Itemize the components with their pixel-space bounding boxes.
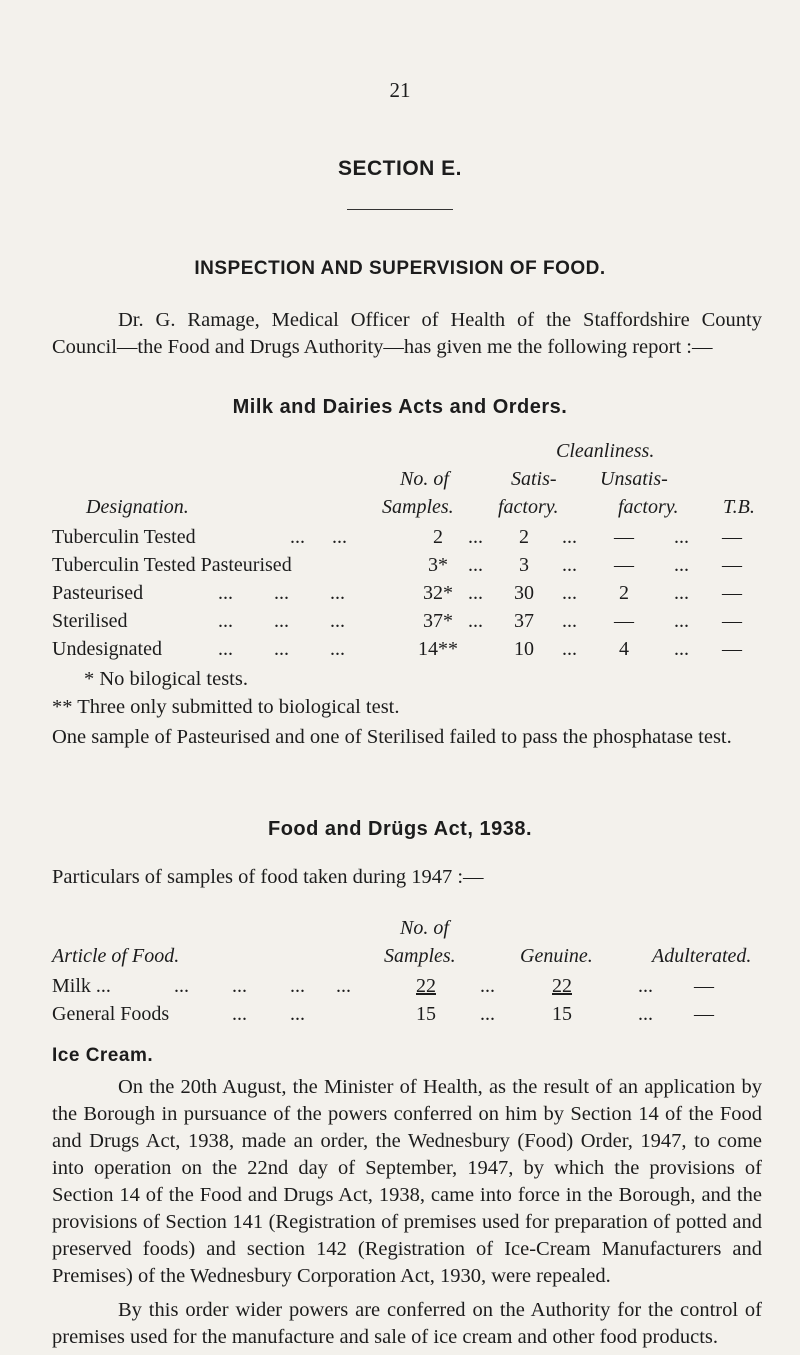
unsatisfactory: — (614, 554, 634, 576)
samples: 37* (423, 610, 453, 632)
footnote-double-star: ** Three only submitted to biological test. (52, 696, 400, 718)
tb: — (722, 638, 742, 660)
ice-cream-paragraph-2: By this order wider powers are conferred on the Authority for the control of premises used for the manufacture and sale of ice cream and other food products. (52, 1299, 762, 1348)
header-samples: Samples. (384, 945, 456, 967)
samples: 3* (428, 554, 448, 576)
header-adulterated: Adulterated. (652, 945, 752, 967)
adulterated: — (694, 1003, 714, 1025)
header-samples: Samples. (382, 496, 454, 518)
satisfactory: 2 (519, 526, 529, 548)
tb: — (722, 582, 742, 604)
designation: Undesignated (52, 638, 162, 660)
samples: 15 (416, 1003, 436, 1025)
main-heading: INSPECTION AND SUPERVISION OF FOOD. (194, 258, 606, 279)
header-unsatis-1: Unsatis- (600, 468, 668, 490)
milk-row: Undesignated ... ... ... 14** 10 ... 4 ... — (52, 638, 772, 666)
title-divider (347, 209, 453, 210)
designation: Pasteurised (52, 582, 144, 604)
designation: Tuberculin Tested Pasteurised (52, 554, 292, 576)
milk-row: Tuberculin Tested ... ... 2 ... 2 ... — ... — (52, 526, 772, 554)
header-unsatis-2: factory. (618, 496, 679, 518)
unsatisfactory: — (614, 610, 634, 632)
unsatisfactory: 4 (619, 638, 629, 660)
genuine: 15 (552, 1003, 572, 1025)
food-row: General Foods ... ... 15 ... 15 ... — (52, 1003, 772, 1031)
header-satis-1: Satis- (511, 468, 557, 490)
milk-section-heading: Milk and Dairies Acts and Orders. (232, 396, 568, 418)
header-tb: T.B. (723, 496, 755, 518)
page-number: 21 (389, 78, 411, 102)
article: General Foods (52, 1003, 170, 1025)
designation: Tuberculin Tested (52, 526, 196, 548)
intro-paragraph: Dr. G. Ramage, Medical Officer of Health of the Staffordshire County Council—the Food and Drugs Authority—has given me the following report :— (52, 309, 762, 358)
footnote-single-star: * No bilogical tests. (84, 668, 248, 690)
adulterated: — (694, 975, 714, 997)
milk-row: Tuberculin Tested Pasteurised 3* ... 3 ... — ... — (52, 554, 772, 582)
food-row: Milk ... ... ... ... ... 22 ... 22 ... — (52, 975, 772, 1003)
satisfactory: 10 (514, 638, 534, 660)
genuine: 22 (552, 975, 572, 997)
satisfactory: 3 (519, 554, 529, 576)
milk-row: Sterilised ... ... ... 37* ... 37 ... — ... — (52, 610, 772, 638)
unsatisfactory: 2 (619, 582, 629, 604)
satisfactory: 30 (514, 582, 534, 604)
unsatisfactory: — (614, 526, 634, 548)
article: Milk ... (52, 975, 111, 997)
ice-cream-paragraph-1: On the 20th August, the Minister of Health, as the result of an application by the Borough in pursuance of the powers conferred on him by Section 14 of the Food and Drugs Act, 1938, made an order, the Wednesbury (Food) Order, 1947, to come into operation on the 22nd day of September, 1947, by which the provisions of Section 14 of the Food and Drugs Act, 1938, came into force in the Borough, and the provisions of Section 141 (Registration of premises used for preparation of potted and preserved foods) and section 142 (Registration of Ice-Cream Manufacturers and Premises) of the Wednesbury Corporation Act, 1930, were repealed. (52, 1076, 762, 1287)
food-drugs-intro: Particulars of samples of food taken during 1947 :— (52, 866, 484, 888)
tb: — (722, 610, 742, 632)
header-no-of: No. of (400, 917, 449, 939)
ice-cream-heading: Ice Cream. (52, 1045, 154, 1066)
section-title: SECTION E. (337, 157, 463, 180)
tb: — (722, 526, 742, 548)
samples: 2 (433, 526, 443, 548)
milk-row: Pasteurised ... ... ... 32* ... 30 ... 2 ... — (52, 582, 772, 610)
header-no-of: No. of (400, 468, 449, 490)
samples: 22 (416, 975, 436, 997)
tb: — (722, 554, 742, 576)
header-article: Article of Food. (52, 945, 180, 967)
food-drugs-heading: Food and Drügs Act, 1938. (267, 818, 533, 840)
samples: 14** (418, 638, 458, 660)
header-genuine: Genuine. (520, 945, 593, 967)
header-designation: Designation. (86, 496, 189, 518)
header-cleanliness: Cleanliness. (556, 440, 655, 462)
header-satis-2: factory. (498, 496, 559, 518)
phosphatase-note: One sample of Pasteurised and one of Sterilised failed to pass the phosphatase test. (52, 726, 732, 748)
designation: Sterilised (52, 610, 128, 632)
satisfactory: 37 (514, 610, 534, 632)
samples: 32* (423, 582, 453, 604)
